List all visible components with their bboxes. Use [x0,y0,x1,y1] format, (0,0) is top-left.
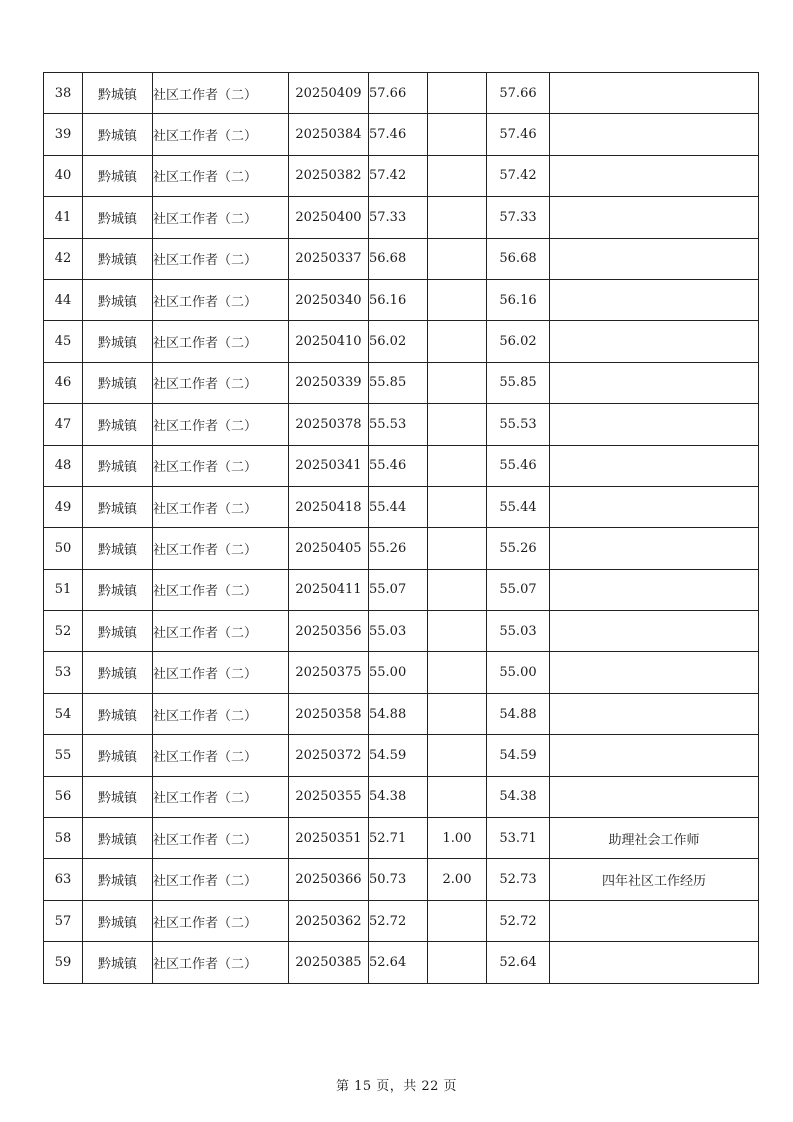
row-number: 52 [44,611,83,652]
post-cell: 社区工作者（二） [153,197,289,238]
table-row [44,900,759,941]
table-row [44,693,759,734]
row-number: 41 [44,197,83,238]
total-score-cell: 56.02 [487,321,550,362]
exam-score-cell: 57.42 [369,155,428,196]
candidate-id-cell: 20250372 [289,735,369,776]
candidate-id-cell: 20250418 [289,486,369,527]
post-cell: 社区工作者（二） [153,155,289,196]
town-cell: 黔城镇 [83,900,153,941]
table-row [44,197,759,238]
exam-score-cell: 52.72 [369,900,428,941]
note-cell [550,528,759,569]
candidate-id-cell: 20250385 [289,942,369,983]
post-cell: 社区工作者（二） [153,693,289,734]
exam-score-cell: 55.85 [369,362,428,403]
town-cell: 黔城镇 [83,321,153,362]
row-number: 38 [44,73,83,114]
post-cell: 社区工作者（二） [153,362,289,403]
bonus-score-cell [428,486,487,527]
exam-score-cell: 55.00 [369,652,428,693]
row-number: 47 [44,404,83,445]
note-cell [550,611,759,652]
total-score-cell: 55.44 [487,486,550,527]
table-row [44,279,759,320]
bonus-score-cell: 1.00 [428,818,487,859]
exam-score-cell: 50.73 [369,859,428,900]
exam-score-cell: 54.88 [369,693,428,734]
candidate-id-cell: 20250366 [289,859,369,900]
bonus-score-cell [428,569,487,610]
note-cell [550,155,759,196]
row-number: 57 [44,900,83,941]
note-cell [550,321,759,362]
row-number: 48 [44,445,83,486]
note-cell [550,776,759,817]
exam-score-cell: 55.44 [369,486,428,527]
total-score-cell: 52.72 [487,900,550,941]
note-cell: 四年社区工作经历 [550,859,759,900]
table-row [44,818,759,859]
candidate-id-cell: 20250405 [289,528,369,569]
exam-score-cell: 56.02 [369,321,428,362]
total-score-cell: 55.26 [487,528,550,569]
table-row [44,238,759,279]
town-cell: 黔城镇 [83,942,153,983]
row-number: 58 [44,818,83,859]
bonus-score-cell [428,73,487,114]
post-cell: 社区工作者（二） [153,611,289,652]
note-cell [550,362,759,403]
post-cell: 社区工作者（二） [153,321,289,362]
town-cell: 黔城镇 [83,114,153,155]
candidate-id-cell: 20250409 [289,73,369,114]
row-number: 39 [44,114,83,155]
town-cell: 黔城镇 [83,818,153,859]
exam-score-cell: 57.33 [369,197,428,238]
total-score-cell: 54.38 [487,776,550,817]
row-number: 56 [44,776,83,817]
total-score-cell: 53.71 [487,818,550,859]
note-cell [550,569,759,610]
exam-score-cell: 52.71 [369,818,428,859]
total-score-cell: 54.88 [487,693,550,734]
exam-score-cell: 56.68 [369,238,428,279]
post-cell: 社区工作者（二） [153,445,289,486]
post-cell: 社区工作者（二） [153,279,289,320]
total-score-cell: 54.59 [487,735,550,776]
table-row [44,611,759,652]
town-cell: 黔城镇 [83,693,153,734]
table-row [44,735,759,776]
candidate-id-cell: 20250362 [289,900,369,941]
table-row [44,859,759,900]
row-number: 42 [44,238,83,279]
table-row [44,569,759,610]
candidate-id-cell: 20250351 [289,818,369,859]
table-row [44,362,759,403]
bonus-score-cell [428,321,487,362]
candidate-id-cell: 20250400 [289,197,369,238]
town-cell: 黔城镇 [83,73,153,114]
bonus-score-cell [428,611,487,652]
bonus-score-cell [428,362,487,403]
table-row [44,942,759,983]
table-row [44,404,759,445]
town-cell: 黔城镇 [83,197,153,238]
bonus-score-cell [428,528,487,569]
row-number: 53 [44,652,83,693]
total-score-cell: 55.07 [487,569,550,610]
table-row [44,321,759,362]
town-cell: 黔城镇 [83,859,153,900]
total-score-cell: 55.46 [487,445,550,486]
exam-score-cell: 55.46 [369,445,428,486]
row-number: 40 [44,155,83,196]
post-cell: 社区工作者（二） [153,942,289,983]
total-score-cell: 56.68 [487,238,550,279]
town-cell: 黔城镇 [83,362,153,403]
candidate-id-cell: 20250358 [289,693,369,734]
post-cell: 社区工作者（二） [153,114,289,155]
town-cell: 黔城镇 [83,404,153,445]
table-body [44,73,759,984]
candidate-id-cell: 20250384 [289,114,369,155]
post-cell: 社区工作者（二） [153,528,289,569]
town-cell: 黔城镇 [83,238,153,279]
bonus-score-cell [428,942,487,983]
table-row [44,486,759,527]
note-cell [550,693,759,734]
town-cell: 黔城镇 [83,611,153,652]
post-cell: 社区工作者（二） [153,818,289,859]
exam-score-cell: 57.46 [369,114,428,155]
table-row [44,652,759,693]
bonus-score-cell [428,900,487,941]
total-score-cell: 57.33 [487,197,550,238]
bonus-score-cell: 2.00 [428,859,487,900]
post-cell: 社区工作者（二） [153,900,289,941]
table-row [44,114,759,155]
table-row [44,73,759,114]
table-row [44,155,759,196]
bonus-score-cell [428,238,487,279]
town-cell: 黔城镇 [83,445,153,486]
post-cell: 社区工作者（二） [153,404,289,445]
candidate-id-cell: 20250339 [289,362,369,403]
town-cell: 黔城镇 [83,776,153,817]
exam-score-cell: 56.16 [369,279,428,320]
total-score-cell: 57.46 [487,114,550,155]
exam-score-cell: 54.38 [369,776,428,817]
candidate-id-cell: 20250341 [289,445,369,486]
row-number: 44 [44,279,83,320]
bonus-score-cell [428,652,487,693]
table-row [44,776,759,817]
exam-score-cell: 55.07 [369,569,428,610]
total-score-cell: 52.64 [487,942,550,983]
exam-score-cell: 54.59 [369,735,428,776]
table-row [44,528,759,569]
post-cell: 社区工作者（二） [153,859,289,900]
note-cell: 助理社会工作师 [550,818,759,859]
note-cell [550,404,759,445]
town-cell: 黔城镇 [83,735,153,776]
note-cell [550,445,759,486]
page-footer: 第 15 页，共 22 页 [335,1079,458,1094]
town-cell: 黔城镇 [83,569,153,610]
post-cell: 社区工作者（二） [153,569,289,610]
note-cell [550,652,759,693]
bonus-score-cell [428,279,487,320]
bonus-score-cell [428,155,487,196]
exam-score-cell: 55.03 [369,611,428,652]
row-number: 59 [44,942,83,983]
note-cell [550,942,759,983]
town-cell: 黔城镇 [83,155,153,196]
row-number: 51 [44,569,83,610]
total-score-cell: 57.66 [487,73,550,114]
post-cell: 社区工作者（二） [153,735,289,776]
total-score-cell: 55.53 [487,404,550,445]
bonus-score-cell [428,735,487,776]
post-cell: 社区工作者（二） [153,486,289,527]
candidate-id-cell: 20250355 [289,776,369,817]
town-cell: 黔城镇 [83,652,153,693]
note-cell [550,735,759,776]
total-score-cell: 56.16 [487,279,550,320]
bonus-score-cell [428,693,487,734]
post-cell: 社区工作者（二） [153,73,289,114]
note-cell [550,197,759,238]
candidate-id-cell: 20250337 [289,238,369,279]
row-number: 54 [44,693,83,734]
row-number: 49 [44,486,83,527]
town-cell: 黔城镇 [83,528,153,569]
exam-score-cell: 52.64 [369,942,428,983]
note-cell [550,73,759,114]
candidate-id-cell: 20250356 [289,611,369,652]
total-score-cell: 55.03 [487,611,550,652]
bonus-score-cell [428,776,487,817]
bonus-score-cell [428,197,487,238]
table-row [44,445,759,486]
row-number: 63 [44,859,83,900]
bonus-score-cell [428,114,487,155]
candidate-id-cell: 20250382 [289,155,369,196]
bonus-score-cell [428,404,487,445]
exam-score-cell: 55.26 [369,528,428,569]
post-cell: 社区工作者（二） [153,652,289,693]
note-cell [550,114,759,155]
total-score-cell: 57.42 [487,155,550,196]
row-number: 55 [44,735,83,776]
candidate-id-cell: 20250340 [289,279,369,320]
town-cell: 黔城镇 [83,486,153,527]
candidate-id-cell: 20250378 [289,404,369,445]
candidate-id-cell: 20250375 [289,652,369,693]
total-score-cell: 52.73 [487,859,550,900]
total-score-cell: 55.85 [487,362,550,403]
exam-score-cell: 57.66 [369,73,428,114]
row-number: 45 [44,321,83,362]
score-table [43,72,759,984]
post-cell: 社区工作者（二） [153,776,289,817]
total-score-cell: 55.00 [487,652,550,693]
post-cell: 社区工作者（二） [153,238,289,279]
note-cell [550,279,759,320]
candidate-id-cell: 20250410 [289,321,369,362]
candidate-id-cell: 20250411 [289,569,369,610]
town-cell: 黔城镇 [83,279,153,320]
row-number: 46 [44,362,83,403]
row-number: 50 [44,528,83,569]
note-cell [550,238,759,279]
exam-score-cell: 55.53 [369,404,428,445]
bonus-score-cell [428,445,487,486]
note-cell [550,486,759,527]
note-cell [550,900,759,941]
